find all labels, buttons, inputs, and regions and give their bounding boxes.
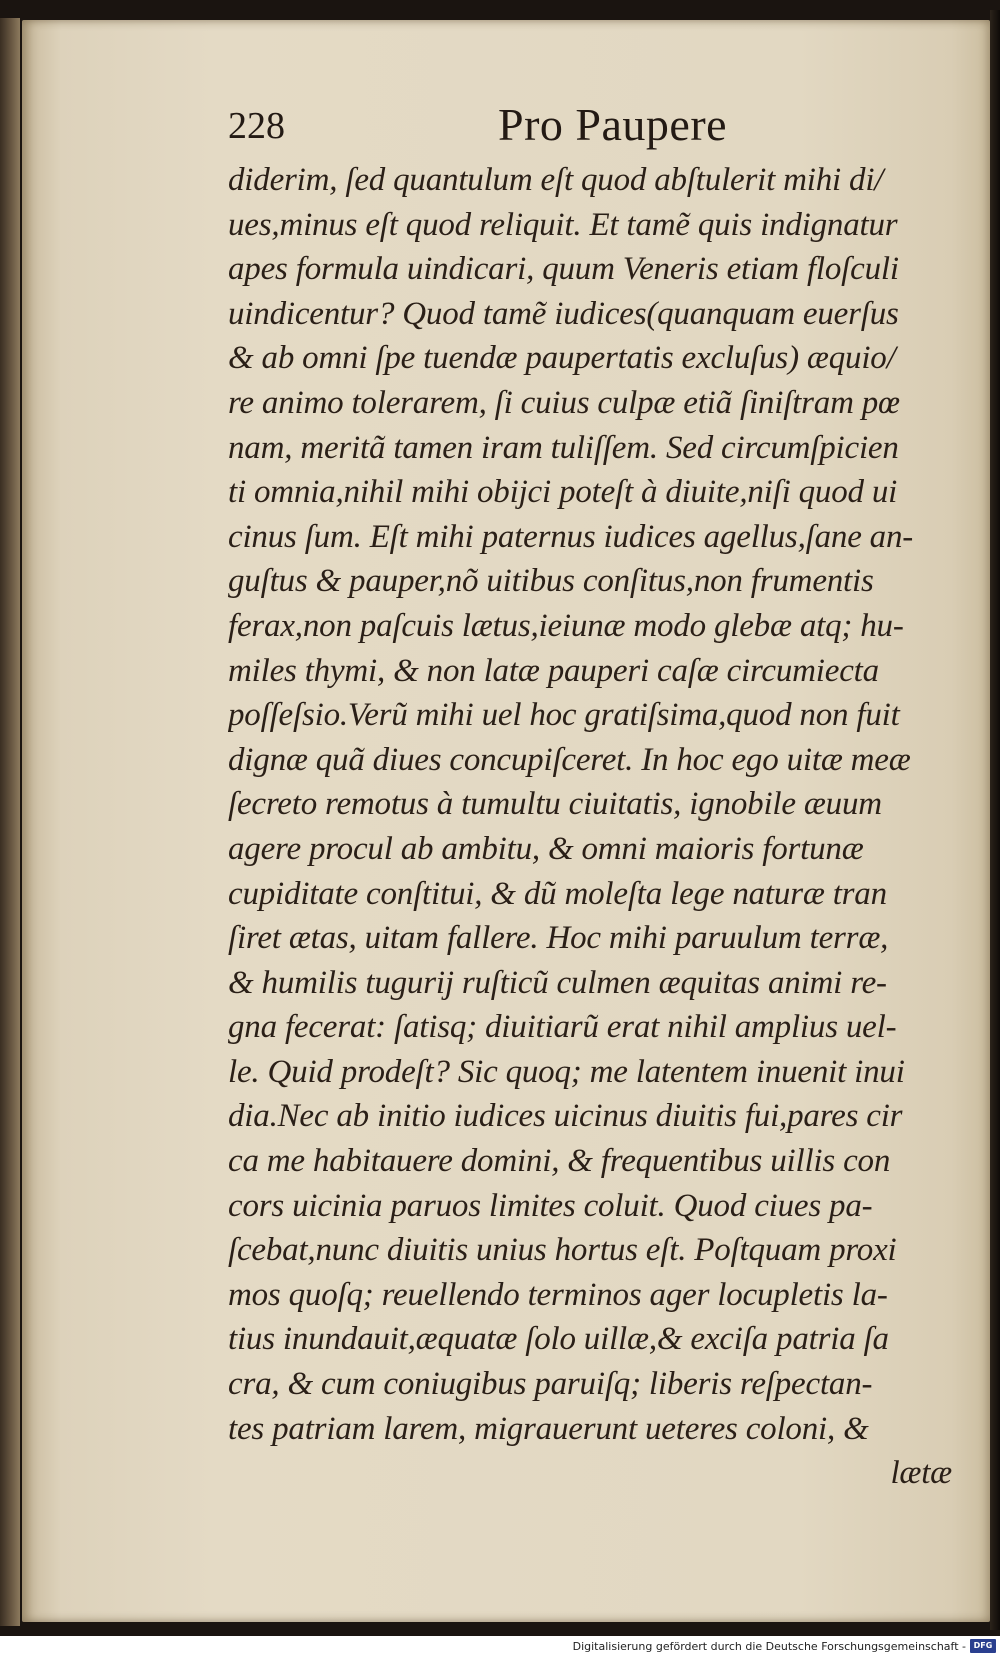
text-line: tius inundauit,æquatæ ſolo uillæ,& exciſa patria ſa — [228, 1321, 889, 1358]
book-spine-edge — [0, 18, 20, 1626]
text-line: poſſeſsio.Verũ mihi uel hoc gratiſsima,quod non fuit — [228, 697, 900, 734]
text-line: ues,minus eſt quod reliquit. Et tamẽ quis indignatur — [228, 206, 898, 243]
text-line: uindicentur? Quod tamẽ iudices(quanquam euerſus — [228, 295, 899, 332]
footer-credit: Digitalisierung gefördert durch die Deutsche Forschungsgemeinschaft - — [572, 1640, 966, 1653]
body-text — [228, 158, 958, 1496]
text-line: cra, & cum coniugibus paruiſq; liberis reſpectan- — [228, 1366, 873, 1403]
catchword: lætæ — [890, 1455, 952, 1492]
text-line: ca me habitauere domini, & frequentibus uillis con — [228, 1143, 891, 1180]
text-line: miles thymi, & non latæ pauperi caſæ circumiecta — [228, 652, 879, 689]
text-line: cinus ſum. Eſt mihi paternus iudices agellus,ſane an- — [228, 518, 914, 555]
dfg-logo: DFG — [970, 1639, 996, 1653]
text-line: & ab omni ſpe tuendæ paupertatis excluſus) æquio/ — [228, 340, 896, 377]
footer-bar — [0, 1636, 1000, 1662]
text-line: apes formula uindicari, quum Veneris etiam floſculi — [228, 251, 899, 288]
text-line: ſecreto remotus à tumultu ciuitatis, ignobile æuum — [228, 786, 882, 823]
page-header — [228, 100, 758, 160]
text-line: re animo tolerarem, ſi cuius culpæ etiã ſiniſtram pœ — [228, 384, 900, 421]
text-line: nam, meritã tamen iram tuliſſem. Sed circumſpicien — [228, 429, 899, 466]
text-line: & humilis tugurij ruſticũ culmen æquitas animi re- — [228, 964, 887, 1001]
text-line: dignæ quã diues concupiſceret. In hoc ego uitæ meæ — [228, 741, 911, 778]
text-line: cupiditate conſtitui, & dũ moleſta lege naturæ tran — [228, 875, 887, 912]
page-number: 228 — [228, 105, 285, 147]
text-line: le. Quid prodeſt? Sic quoq; me latentem inuenit inui — [228, 1053, 905, 1090]
text-line: agere procul ab ambitu, & omni maioris fortunæ — [228, 830, 864, 867]
book-right-edge — [990, 10, 1000, 1630]
text-line: diderim, ſed quantulum eſt quod abſtulerit mihi di/ — [228, 162, 884, 198]
text-line: guſtus & pauper,nõ uitibus conſitus,non frumentis — [228, 563, 874, 600]
text-line: ſcebat,nunc diuitis unius hortus eſt. Poſtquam proxi — [228, 1232, 897, 1269]
text-line: gna fecerat: ſatisq; diuitiarũ erat nihil amplius uel- — [228, 1009, 897, 1046]
running-head: Pro Paupere — [498, 99, 728, 150]
text-line: ti omnia,nihil mihi obijci poteſt à diuite,niſi quod ui — [228, 474, 898, 511]
text-line: ferax,non paſcuis lætus,ieiunæ modo glebæ atq; hu- — [228, 607, 904, 644]
text-line: ſiret ætas, uitam fallere. Hoc mihi paruulum terræ, — [228, 920, 889, 957]
text-line: tes patriam larem, migrauerunt ueteres coloni, & — [228, 1410, 869, 1447]
text-line: dia.Nec ab initio iudices uicinus diuitis fui,pares cir — [228, 1098, 903, 1135]
text-line: mos quoſq; reuellendo terminos ager locupletis la- — [228, 1276, 888, 1313]
text-line: cors uicinia paruos limites coluit. Quod ciues pa- — [228, 1187, 873, 1224]
